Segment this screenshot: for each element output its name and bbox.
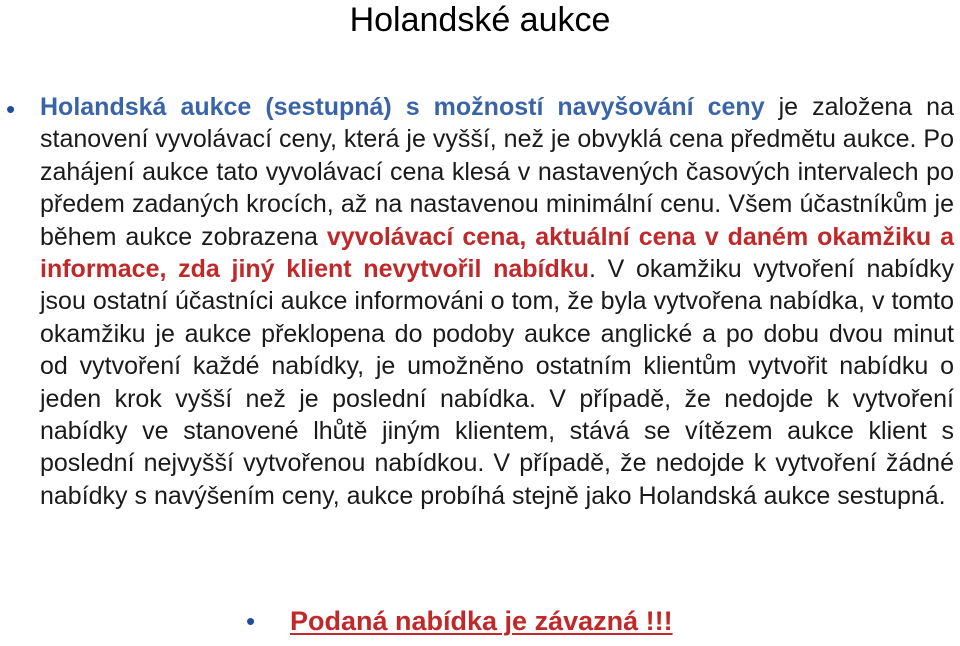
paragraph-lead: Holandská aukce (sestupná) s možností navyšování ceny <box>40 93 765 121</box>
slide-title: Holandské aukce <box>349 1 611 39</box>
bullet-point-icon: • <box>6 94 16 124</box>
paragraph-text-1: je založena na stanovení vyvolávací ceny, která je vyšší, než je obvyklá cena předmětu aukce. Po zahájení aukce tato vyvolávací cena klesá v nastavených časových intervalech po předem zadaných krocích, až na nastavenou minimální cenu. Všem účastníkům je během aukce zobrazena <box>40 93 954 251</box>
paragraph-text-2: . V okamžiku vytvoření nabídky jsou ostatní účastníci aukce informováni o tom, že byla vytvořena nabídka, v tomto okamžiku je aukce překlopena do podoby aukce anglické a po dobu dvou minut od vytvoření každé nabídky, je umožněno ostatním klientům vytvořit nabídku o jeden krok vyšší než je poslední nabídka. V případě, že nedojde k vytvoření nabídky ve stanovené lhůtě jiným klientem, stává se vítězem aukce klient s poslední nejvyšší vytvořenou nabídkou. V případě, že nedojde k vytvoření žádné nabídky s navýšením ceny, aukce probíhá stejně jako Holandská aukce sestupná. <box>40 255 955 510</box>
bullet-point-icon: • <box>246 606 256 636</box>
binding-offer-notice: Podaná nabídka je závazná !!! <box>290 606 673 636</box>
paragraph-emphasis: vyvolávací cena, aktuální cena v daném okamžiku a informace, zda jiný klient nevytvořil nabídku <box>40 222 954 284</box>
main-paragraph <box>40 91 954 512</box>
